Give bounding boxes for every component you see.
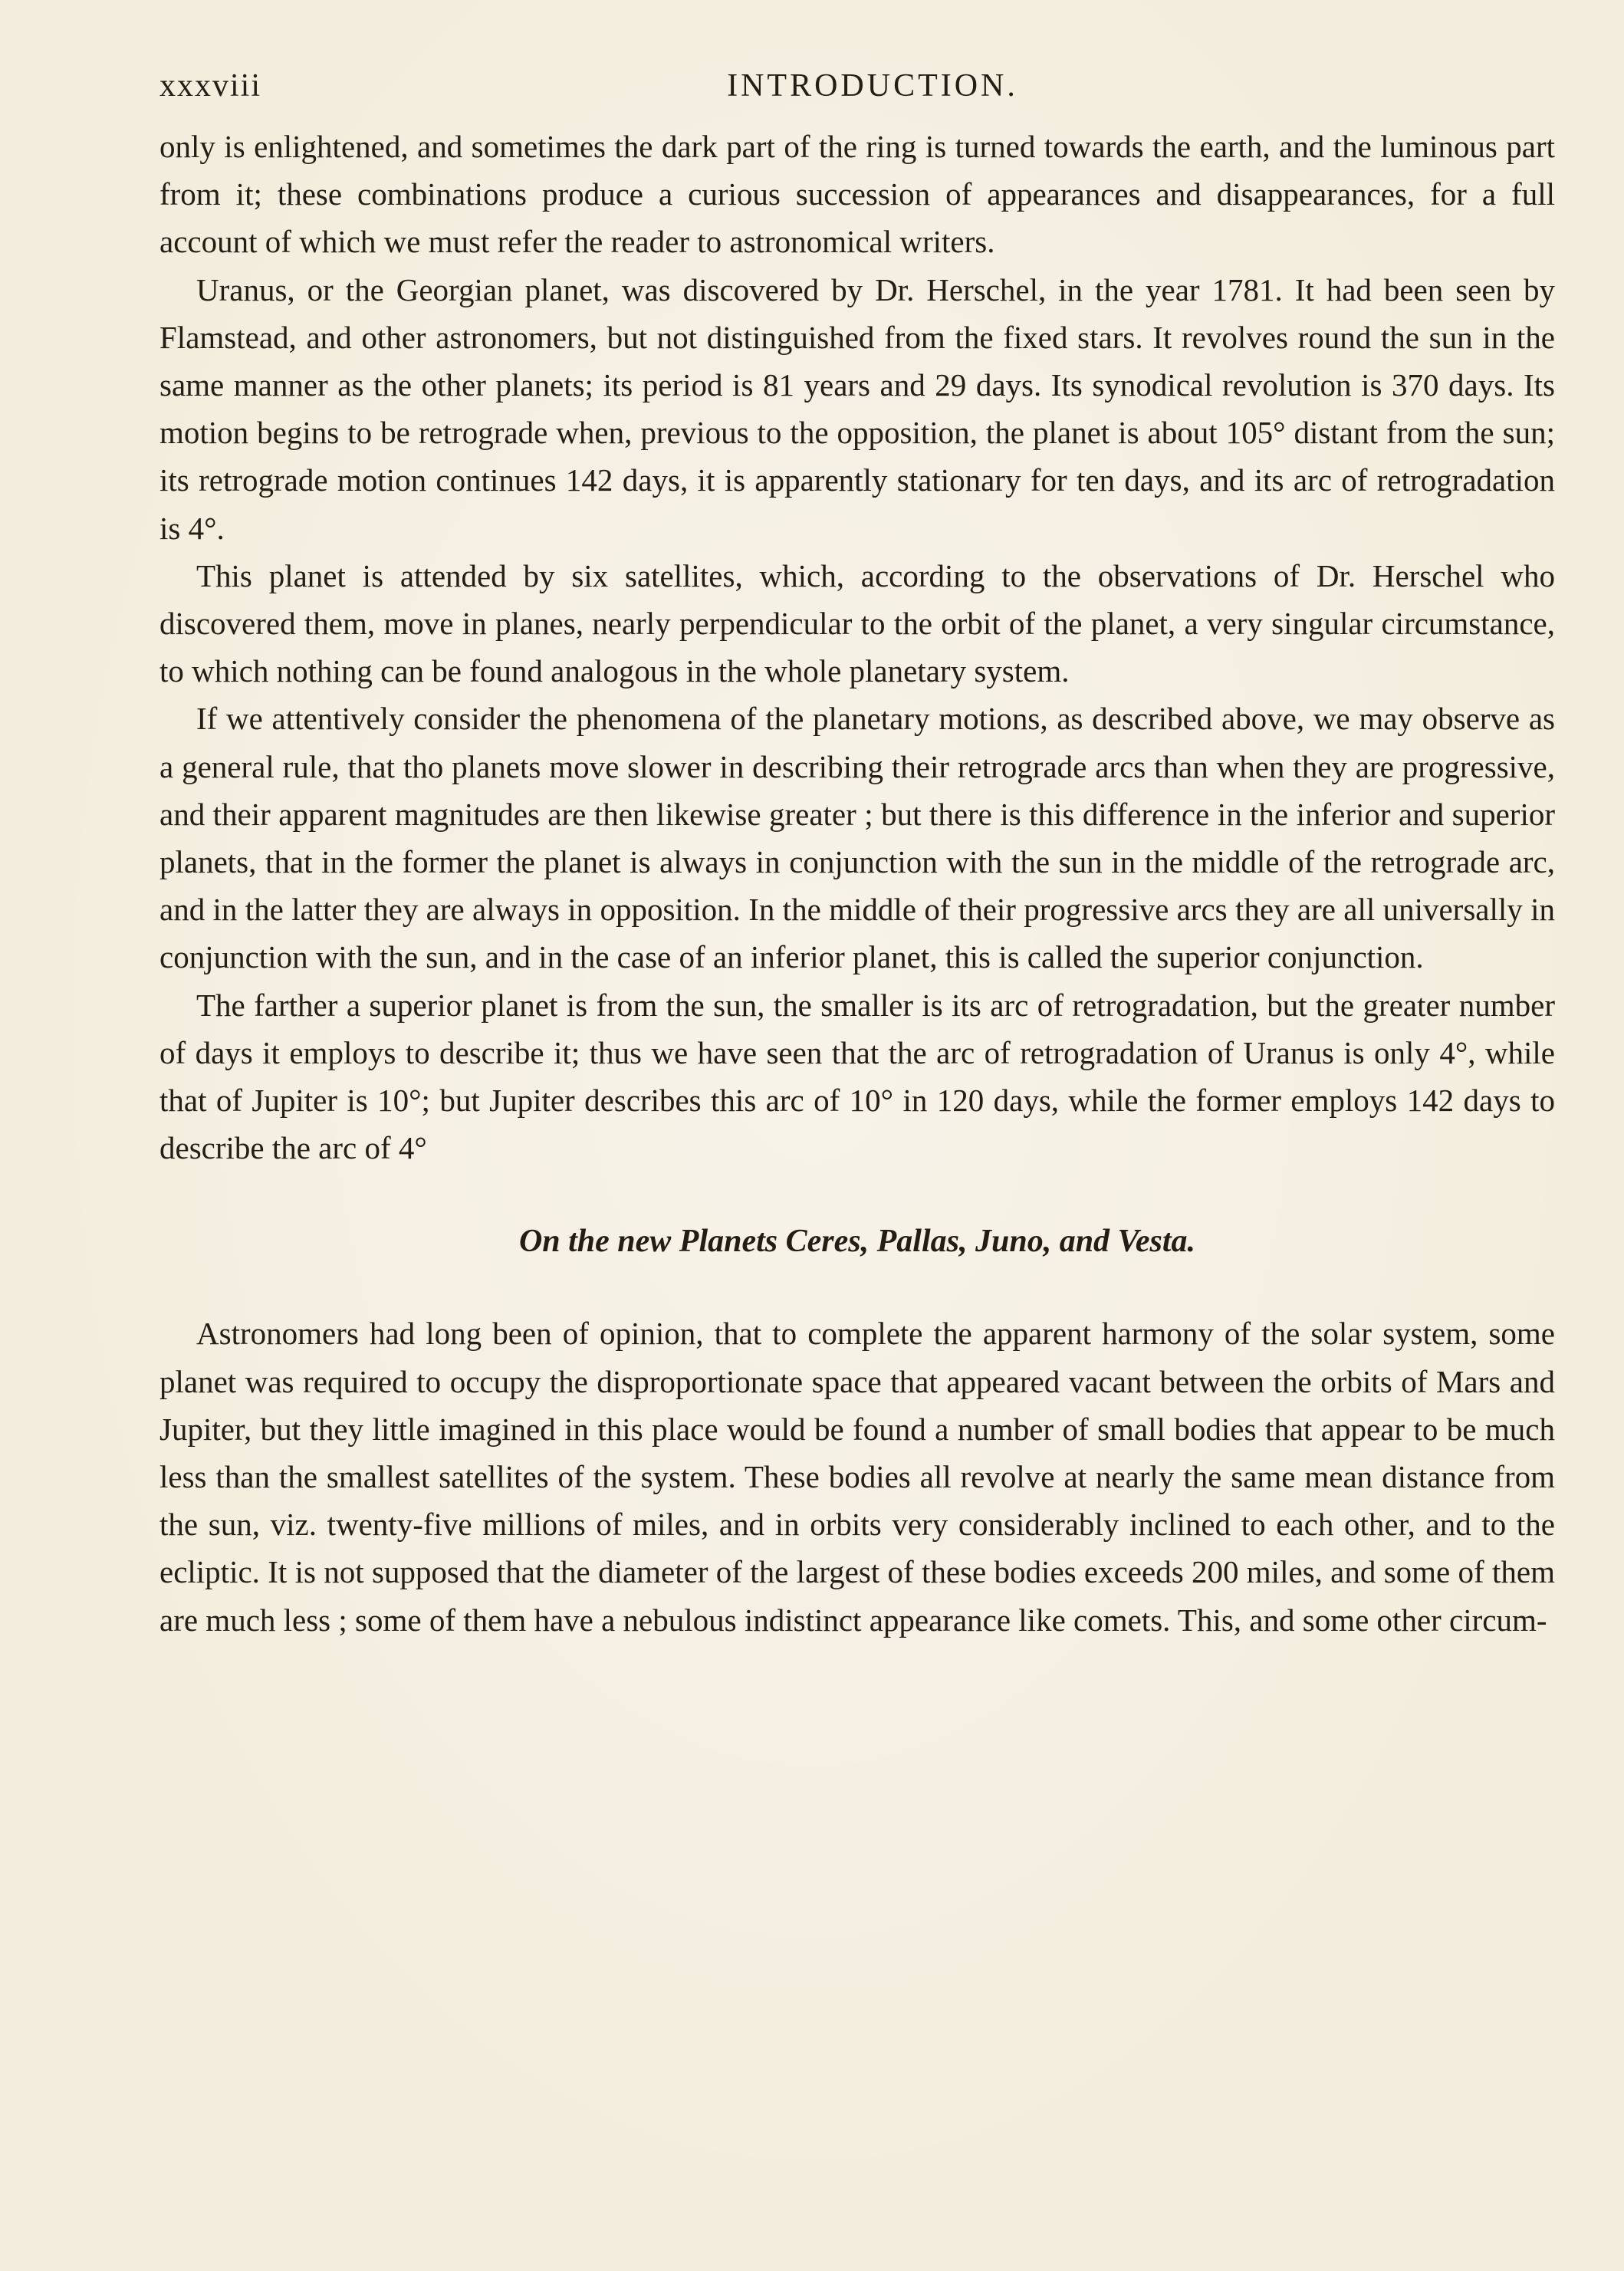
paragraph-satellites: This planet is attended by six satellites, which, according to the observations of Dr. Herschel who discovered them, move in planes, nearly perpendicular to the orbit of the planet, a very singular circumstance, to which nothing can be found analogous in the whole planetary system. xyxy=(159,557,1555,689)
page-header xyxy=(159,63,1555,109)
running-title: INTRODUCTION. xyxy=(727,68,1018,104)
section-title: On the new Planets Ceres, Pallas, Juno, and Vesta. xyxy=(518,1224,1196,1260)
paragraph-retrogradation: The farther a superior planet is from the sun, the smaller is its arc of retrogradation, but the greater number of days it employs to describe it; thus we have seen that the arc of retrogradation of Uranus is only 4°, while that of Jupiter is 10°; but Jupiter describes this arc of 10° in 120 days, while the former employs 142 days to describe the arc of 4° xyxy=(159,987,1555,1166)
paragraph-ring-continuation: only is enlightened, and sometimes the dark part of the ring is turned towards the earth, and the luminous part from it; these combinations produce a curious succession of appearances and disappearances, for a full account of which we must refer the reader to astronomical writers. xyxy=(159,129,1555,260)
paragraph-new-planets: Astronomers had long been of opinion, that to complete the apparent harmony of the solar system, some planet was required to occupy the disproportionate space that appeared vacant between the orbits of Mars and Jupiter, but they little imagined in this place would be found a number of small bodies that appear to be much less than the smallest satellites of the system. These bodies all revolve at nearly the same mean distance from the sun, viz. twenty-five millions of miles, and in orbits very considerably inclined to each other, and to the ecliptic. It is not supposed that the diameter of the largest of these bodies exceeds 200 miles, and some of them are much less ; some of them have a nebulous indistinct appearance like comets. This, and some other circum- xyxy=(159,1316,1555,1638)
body-text xyxy=(159,123,1555,1644)
paragraph-planetary-motions: If we attentively consider the phenomena of the planetary motions, as described above, we may observe as a general rule, that tho planets move slower in describing their retrograde arcs than when they are progressive, and their apparent magnitudes are then likewise greater ; but there is this difference in the inferior and superior planets, that in the former the planet is always in conjunction with the sun in the middle of the retrograde arc, and in the latter they are always in opposition. In the middle of their progressive arcs they are all universally in conjunction with the sun, and in the case of an inferior planet, this is called the superior conjunction. xyxy=(159,701,1555,975)
page-number: xxxviii xyxy=(159,68,262,104)
paragraph-uranus: Uranus, or the Georgian planet, was discovered by Dr. Herschel, in the year 1781. It had been seen by Flamstead, and other astronomers, but not distinguished from the fixed stars. It revolves round the sun in the same manner as the other planets; its period is 81 years and 29 days. Its synodical revolution is 370 days. Its motion begins to be retrograde when, previous to the opposition, the planet is about 105° distant from the sun; its retrograde motion continues 142 days, it is apparently stationary for ten days, and its arc of retrogradation is 4°. xyxy=(159,271,1555,546)
